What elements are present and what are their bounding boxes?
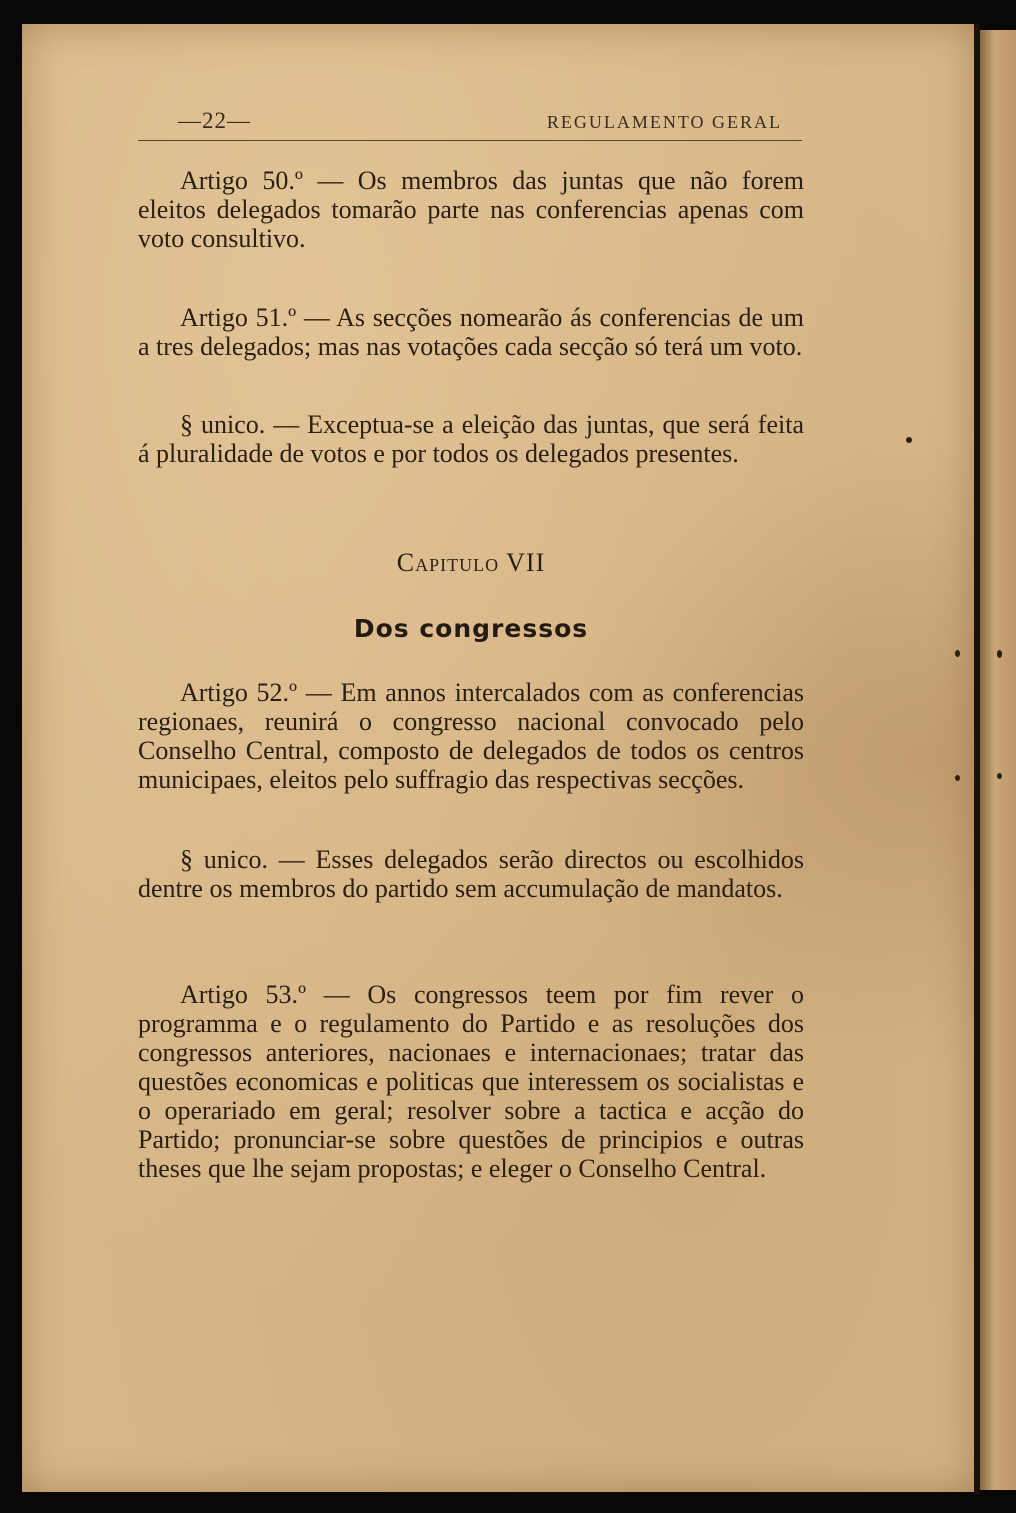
page-header	[138, 108, 802, 141]
chapter-heading: Capitulo VII	[396, 548, 546, 577]
article-50: Artigo 50.º — Os membros das juntas que não forem eleitos delegados tomarão parte nas conferencias apenas com voto consultivo.	[138, 166, 804, 253]
article-53: Artigo 53.º — Os congressos teem por fim rever o programma e o regulamento do Partido e as resoluções dos congressos anteriores, nacionaes e internacionaes; tratar das questões economicas e politicas que interessem os socialistas e o operariado em geral; resolver sobre a tactica e acção do Partido; pronunciar-se sobre questões de principios e outras theses que lhe sejam propostas; e eleger o Conselho Central.	[138, 980, 804, 1183]
adjacent-page-edge	[980, 30, 1016, 1490]
running-head: REGULAMENTO GERAL	[546, 112, 782, 132]
page-number: —22—	[178, 108, 251, 133]
article-52: Artigo 52.º — Em annos intercalados com as conferencias regionaes, reunirá o congresso nacional convocado pelo Conselho Central, composto de delegados de todos os centros municipaes, eleitos pelo suffragio das respectivas secções.	[138, 678, 804, 794]
book-gutter	[974, 24, 980, 1494]
ink-speck	[955, 775, 960, 781]
ink-speck	[997, 650, 1002, 658]
ink-speck	[997, 773, 1002, 779]
ink-speck	[955, 650, 960, 657]
article-51-unico: § unico. — Exceptua-se a eleição das juntas, que será feita á pluralidade de votos e por todos os delegados presentes.	[138, 410, 804, 468]
chapter-title: Dos congressos	[353, 614, 589, 643]
article-52-unico: § unico. — Esses delegados serão directos ou escolhidos dentre os membros do partido sem accumulação de mandatos.	[138, 845, 804, 903]
article-51: Artigo 51.º — As secções nomearão ás conferencias de um a tres delegados; mas nas votações cada secção só terá um voto.	[138, 303, 804, 361]
ink-speck	[906, 437, 912, 443]
